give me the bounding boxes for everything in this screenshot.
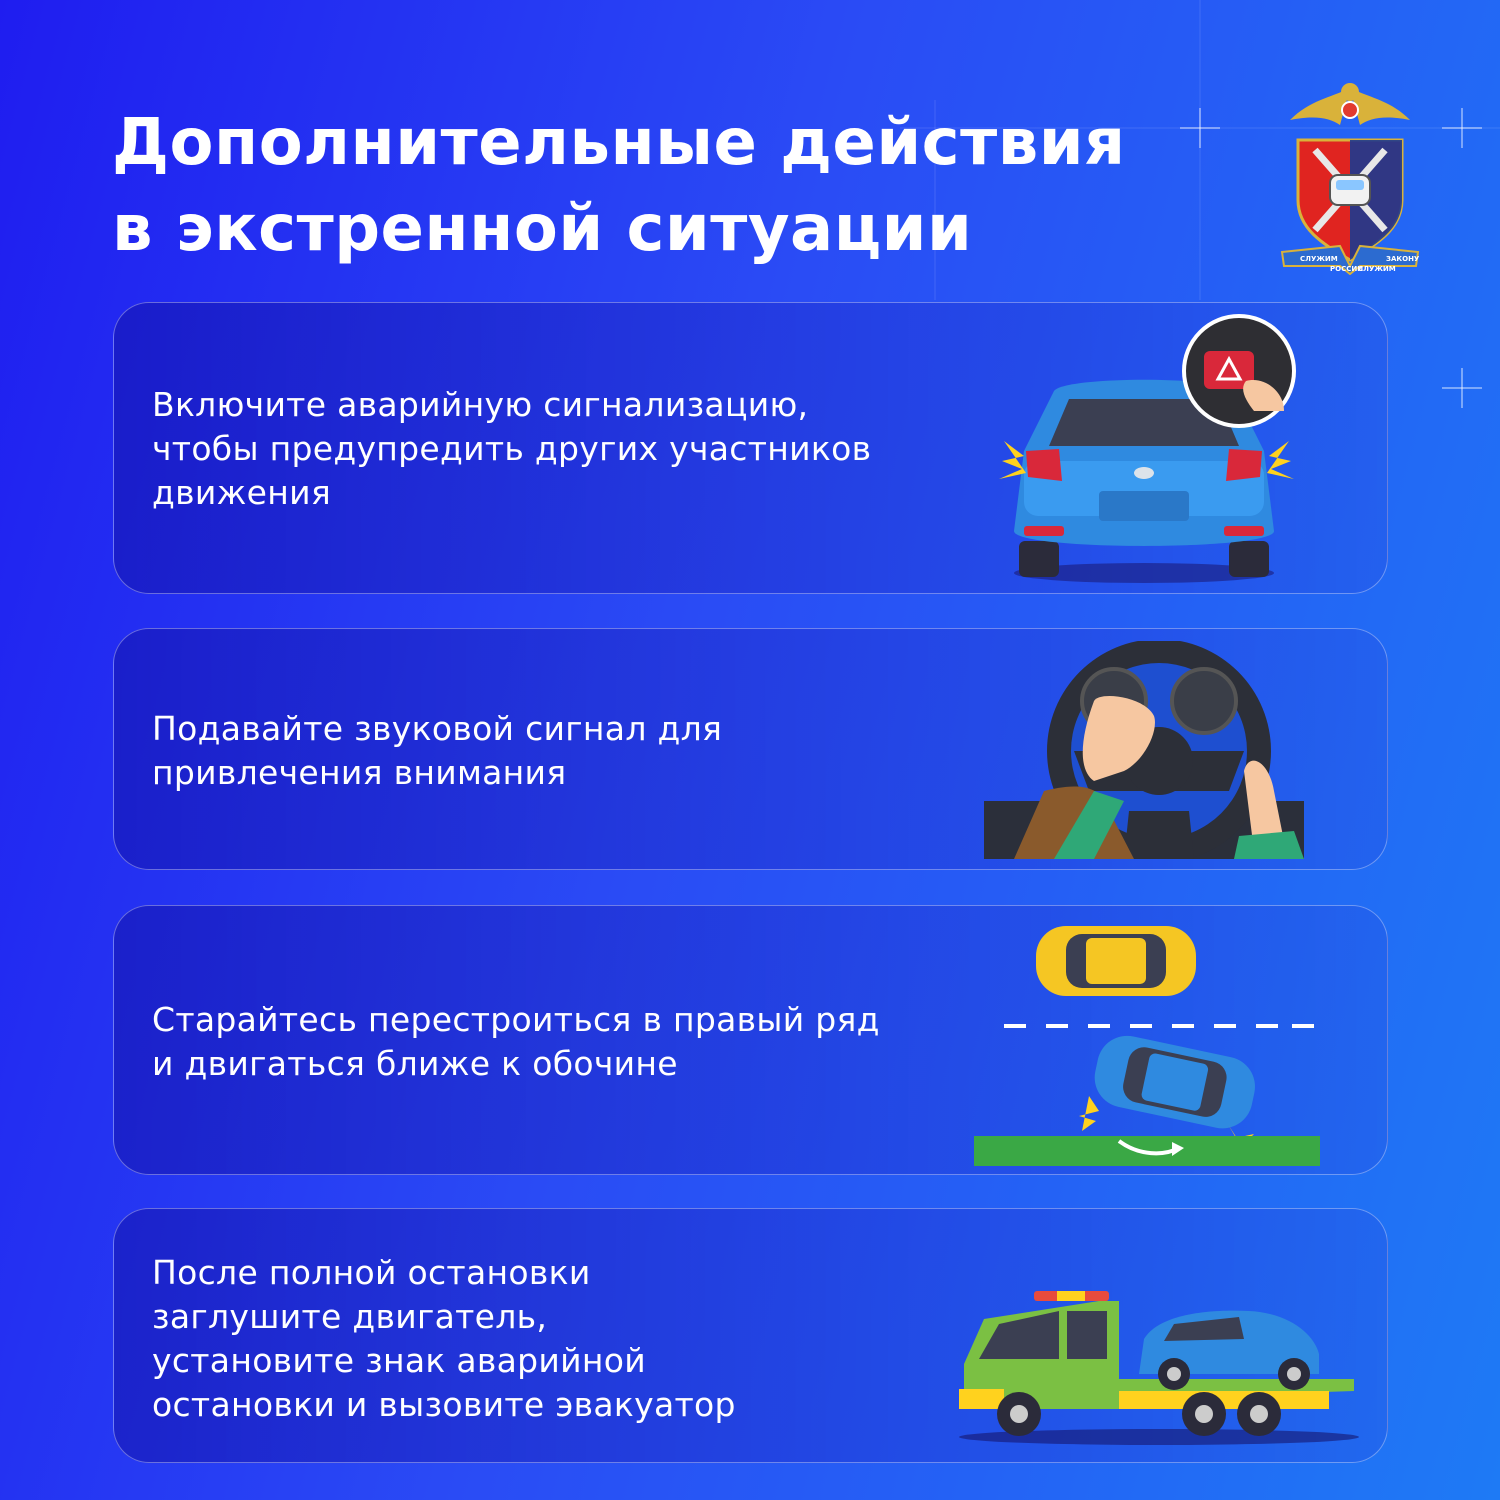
- police-emblem-icon: [1280, 70, 1420, 275]
- card-text: [152, 998, 952, 1086]
- card-text: [152, 1251, 952, 1427]
- lane-change-cars-icon: [974, 916, 1334, 1166]
- card-stop-tow: [113, 1208, 1388, 1463]
- emblem-ribbon-2: РОССИИ: [1330, 265, 1364, 273]
- card-hazard-lights: [113, 302, 1388, 594]
- card-line: и двигаться ближе к обочине: [152, 1044, 678, 1083]
- page-title-line-1: Дополнительные действия: [112, 106, 1126, 180]
- card-line: привлечения внимания: [152, 753, 567, 792]
- hazard-lights-car-icon: [984, 311, 1314, 591]
- card-line: После полной остановки: [152, 1253, 591, 1292]
- card-line: установите знак аварийной: [152, 1341, 647, 1380]
- card-line: заглушите двигатель,: [152, 1297, 548, 1336]
- emblem-ribbon-3: СЛУЖИМ: [1358, 265, 1396, 273]
- tow-truck-icon: [949, 1279, 1369, 1449]
- card-text: [152, 707, 952, 795]
- card-line: Старайтесь перестроиться в правый ряд: [152, 1000, 880, 1039]
- page-title: [112, 100, 1232, 272]
- emblem-ribbon-1: СЛУЖИМ: [1300, 255, 1338, 263]
- emblem-ribbon-4: ЗАКОНУ: [1386, 255, 1420, 263]
- card-text: [152, 383, 952, 515]
- page-title-line-2: в экстренной ситуации: [112, 192, 973, 266]
- card-line: чтобы предупредить других участников: [152, 429, 872, 468]
- card-line: Подавайте звуковой сигнал для: [152, 709, 723, 748]
- steering-wheel-horn-icon: [984, 641, 1304, 859]
- card-line: остановки и вызовите эвакуатор: [152, 1385, 736, 1424]
- card-lane-change: [113, 905, 1388, 1175]
- card-line: движения: [152, 473, 332, 512]
- card-line: Включите аварийную сигнализацию,: [152, 385, 809, 424]
- card-horn-signal: [113, 628, 1388, 870]
